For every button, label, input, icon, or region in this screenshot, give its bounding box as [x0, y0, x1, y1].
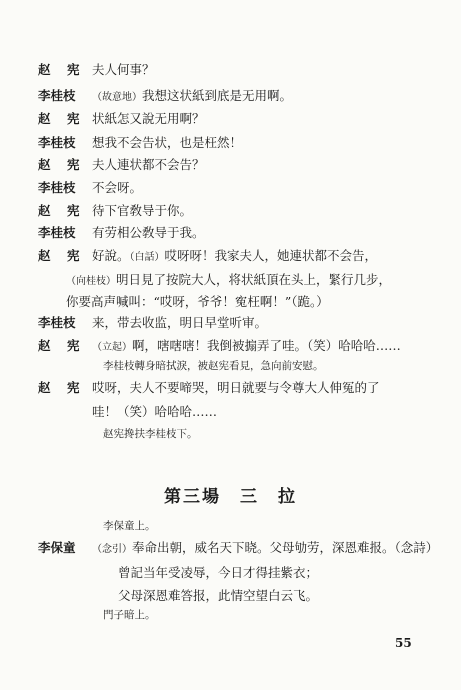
dialogue-text: 啊，嗐嗐嗐！我倒被搧弄了哇。（笑）哈哈哈…… — [132, 338, 401, 353]
stage-note: （故意地） — [92, 92, 142, 103]
dialogue-text: 不会呀。 — [92, 180, 143, 195]
speaker-name: 赵 宪 — [38, 338, 82, 353]
dialogue-text: 有劳相公敎导于我。 — [92, 225, 205, 240]
speaker-name: 赵 宪 — [38, 157, 82, 172]
scene-title: 第三場 三 拉 — [164, 487, 297, 507]
dialogue-text: 想我不会告状，也是枉然！ — [92, 135, 243, 150]
stage-direction: 李保童上。 — [103, 520, 156, 532]
continuation-text: 明日見了按院大人，将状紙頂在头上，緊行几步， — [116, 272, 392, 287]
stage-direction: 門子暗上。 — [103, 609, 156, 621]
dialogue-text: 夫人連状都不会告？ — [92, 157, 205, 172]
stage-direction: 李桂枝轉身暗拭淚，被赵宪看見，急向前安慰。 — [103, 360, 324, 372]
continuation-text: 你要高声喊叫：“哎呀，爷爷！寃枉啊！”（跪。） — [66, 294, 329, 309]
stage-note: （立起） — [92, 342, 132, 353]
dialogue-continuation — [66, 270, 391, 288]
page-number: 55 — [395, 636, 412, 650]
stage-direction: 赵宪搀扶李桂枝下。 — [103, 428, 198, 440]
speaker-name: 李桂枝 — [38, 315, 76, 330]
dialogue-continuation: 哇！（笑）哈哈哈…… — [92, 404, 218, 419]
speaker-name: 赵 宪 — [38, 203, 82, 218]
speaker-name: 李桂枝 — [38, 135, 76, 150]
dialogue-text: 我想这状紙到底是无用啊。 — [142, 88, 293, 103]
dialogue-text: 奉命出朝，威名天下晓。父母劬劳，深恩难报。（念詩） — [132, 540, 439, 555]
speaker-name: 李保童 — [38, 540, 76, 555]
dialogue-text: 好說。 — [92, 248, 130, 263]
dialogue-text: 待下官敎导于你。 — [92, 203, 193, 218]
speaker-name: 李桂枝 — [38, 225, 76, 240]
verse-line: 父母深恩难答报，此情空望白云飞。 — [118, 588, 319, 603]
speaker-name: 李桂枝 — [38, 88, 76, 103]
stage-note: （白話） — [129, 252, 165, 263]
dialogue-text: 来，带去收监，明日早堂听审。 — [92, 315, 268, 330]
speaker-name: 赵 宪 — [38, 111, 82, 126]
dialogue-text: 夫人何事？ — [92, 62, 155, 77]
dialogue-text: 哎呀，夫人不要啼哭，明日就要与令尊大人伸冤的了 — [92, 380, 380, 395]
stage-note: （念引） — [92, 544, 132, 555]
verse-line: 曾記当年受凌辱，今日才得挂紫衣； — [118, 565, 319, 580]
dialogue-text: 状紙怎又說无用啊？ — [92, 111, 205, 126]
speaker-name: 李桂枝 — [38, 180, 76, 195]
dialogue-text-cont: 哎呀呀！我家夫人，她連状都不会告， — [164, 248, 378, 263]
speaker-name: 赵 宪 — [38, 380, 82, 395]
speaker-name: 赵 宪 — [38, 248, 82, 263]
stage-note: （向桂枝） — [66, 276, 116, 287]
speaker-name: 赵 宪 — [38, 62, 82, 77]
dialogue-continuation — [66, 292, 329, 310]
